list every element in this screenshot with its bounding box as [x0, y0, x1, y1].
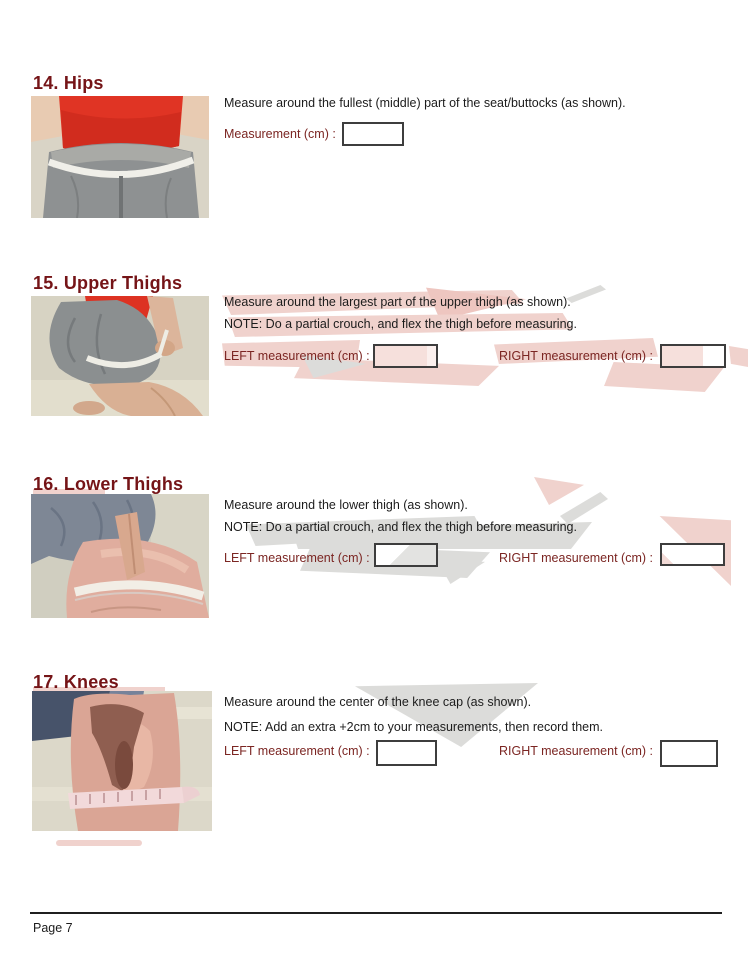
right-measurement-label: RIGHT measurement (cm) : [499, 349, 653, 363]
instruction-text: Measure around the center of the knee cap (as shown). [224, 695, 532, 709]
hips-photo-illustration [31, 96, 209, 218]
instruction-text: Measure around the fullest (middle) part of the seat/buttocks (as shown). [224, 96, 626, 110]
footer-divider [30, 912, 722, 914]
upper-thighs-photo-illustration [31, 296, 209, 416]
knees-photo-illustration [32, 691, 212, 831]
knees-photo [32, 691, 212, 831]
upper-thighs-photo [31, 296, 209, 416]
hips-photo [31, 96, 209, 218]
lower-thighs-left-input[interactable] [374, 543, 438, 567]
section-heading-knees: 17. Knees [33, 672, 119, 692]
upper-thighs-left-input[interactable] [373, 344, 438, 368]
watermark-strip [56, 840, 142, 846]
lower-thighs-photo-illustration [31, 494, 209, 618]
section-heading-hips: 14. Hips [33, 73, 104, 93]
watermark-arrowhead [437, 560, 485, 584]
page-number: Page 7 [33, 921, 73, 935]
instruction-text: Measure around the lower thigh (as shown). [224, 498, 468, 512]
left-measurement-label: LEFT measurement (cm) : [224, 349, 370, 363]
lower-thighs-photo [31, 494, 209, 618]
knees-left-input[interactable] [376, 740, 437, 766]
right-measurement-label: RIGHT measurement (cm) : [499, 744, 653, 758]
lower-thighs-right-input[interactable] [660, 543, 725, 566]
left-measurement-label: LEFT measurement (cm) : [224, 744, 370, 758]
hips-measurement-input[interactable] [342, 122, 404, 146]
section-heading-upper-thighs: 15. Upper Thighs [33, 273, 183, 293]
note-text: NOTE: Add an extra +2cm to your measurements, then record them. [224, 720, 603, 734]
note-text: NOTE: Do a partial crouch, and flex the thigh before measuring. [224, 520, 577, 534]
measurement-label: Measurement (cm) : [224, 127, 336, 141]
left-measurement-label: LEFT measurement (cm) : [224, 551, 370, 565]
upper-thighs-right-input[interactable] [660, 344, 726, 368]
watermark-arrow [729, 346, 748, 367]
section-heading-lower-thighs: 16. Lower Thighs [33, 474, 184, 494]
watermark-slash [566, 285, 606, 303]
watermark-arrowhead [534, 477, 584, 505]
knees-right-input[interactable] [660, 740, 718, 767]
instruction-text: Measure around the largest part of the upper thigh (as shown). [224, 295, 571, 309]
right-measurement-label: RIGHT measurement (cm) : [499, 551, 653, 565]
watermark-triangle [355, 683, 538, 747]
note-text: NOTE: Do a partial crouch, and flex the thigh before measuring. [224, 317, 577, 331]
